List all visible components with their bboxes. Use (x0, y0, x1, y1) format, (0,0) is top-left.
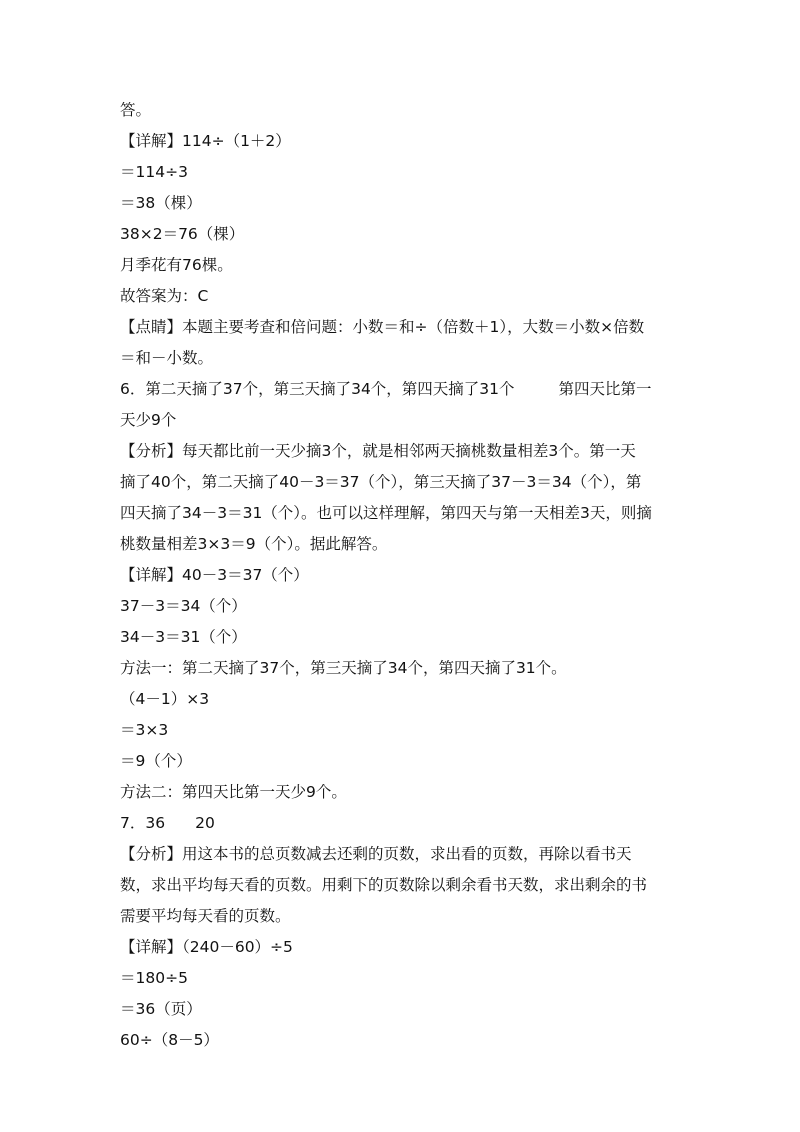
text-line: 37－3＝34（个） (120, 597, 247, 615)
text-line: ＝和－小数。 (120, 349, 214, 367)
text-line: 【详解】40－3＝37（个） (120, 566, 309, 584)
text-line: 答。 (120, 101, 152, 119)
text-line: ＝114÷3 (120, 163, 188, 181)
text-line: 四天摘了34－3＝31（个）。也可以这样理解，第四天与第一天相差3天，则摘 (120, 504, 652, 522)
question-7-line (120, 808, 690, 839)
text-line: 天少9个 (120, 411, 177, 429)
text-line: 方法二：第四天比第一天少9个。 (120, 783, 347, 801)
text-line: 月季花有76棵。 (120, 256, 233, 274)
text-line: 【详解】114÷（1＋2） (120, 132, 291, 150)
question-7-answer-2: 20 (195, 814, 215, 832)
text-line: ＝180÷5 (120, 969, 188, 987)
text-line: 方法一：第二天摘了37个，第三天摘了34个，第四天摘了31个。 (120, 659, 567, 677)
text-line: 故答案为：C (120, 287, 209, 305)
text-line: ＝38（棵） (120, 194, 202, 212)
text-line: ＝36（页） (120, 1000, 202, 1018)
question-6-answer-2: 第四天比第一 (558, 380, 652, 398)
text-line: 数，求出平均每天看的页数。用剩下的页数除以剩余看书天数，求出剩余的书 (120, 876, 648, 894)
text-line: 需要平均每天看的页数。 (120, 907, 291, 925)
text-line: 桃数量相差3×3＝9（个）。据此解答。 (120, 535, 388, 553)
text-line: 34－3＝31（个） (120, 628, 247, 646)
text-line: 60÷（8－5） (120, 1031, 219, 1049)
text-line: 【点睛】本题主要考查和倍问题：小数＝和÷（倍数＋1），大数＝小数×倍数 (120, 318, 645, 336)
text-line: 【分析】每天都比前一天少摘3个，就是相邻两天摘桃数量相差3个。第一天 (120, 442, 636, 460)
question-6-answer-1: 6．第二天摘了37个，第三天摘了34个，第四天摘了31个 (120, 380, 515, 398)
text-line: ＝3×3 (120, 721, 169, 739)
text-line: 摘了40个，第二天摘了40－3＝37（个），第三天摘了37－3＝34（个），第 (120, 473, 642, 491)
text-line: （4－1）×3 (120, 690, 210, 708)
text-line: 【详解】（240－60）÷5 (120, 938, 293, 956)
question-7-answer-1: 7．36 (120, 814, 166, 832)
text-line: 【分析】用这本书的总页数减去还剩的页数，求出看的页数，再除以看书天 (120, 845, 632, 863)
text-line: 38×2＝76（棵） (120, 225, 245, 243)
text-line: ＝9（个） (120, 752, 192, 770)
question-6-line (120, 374, 690, 405)
